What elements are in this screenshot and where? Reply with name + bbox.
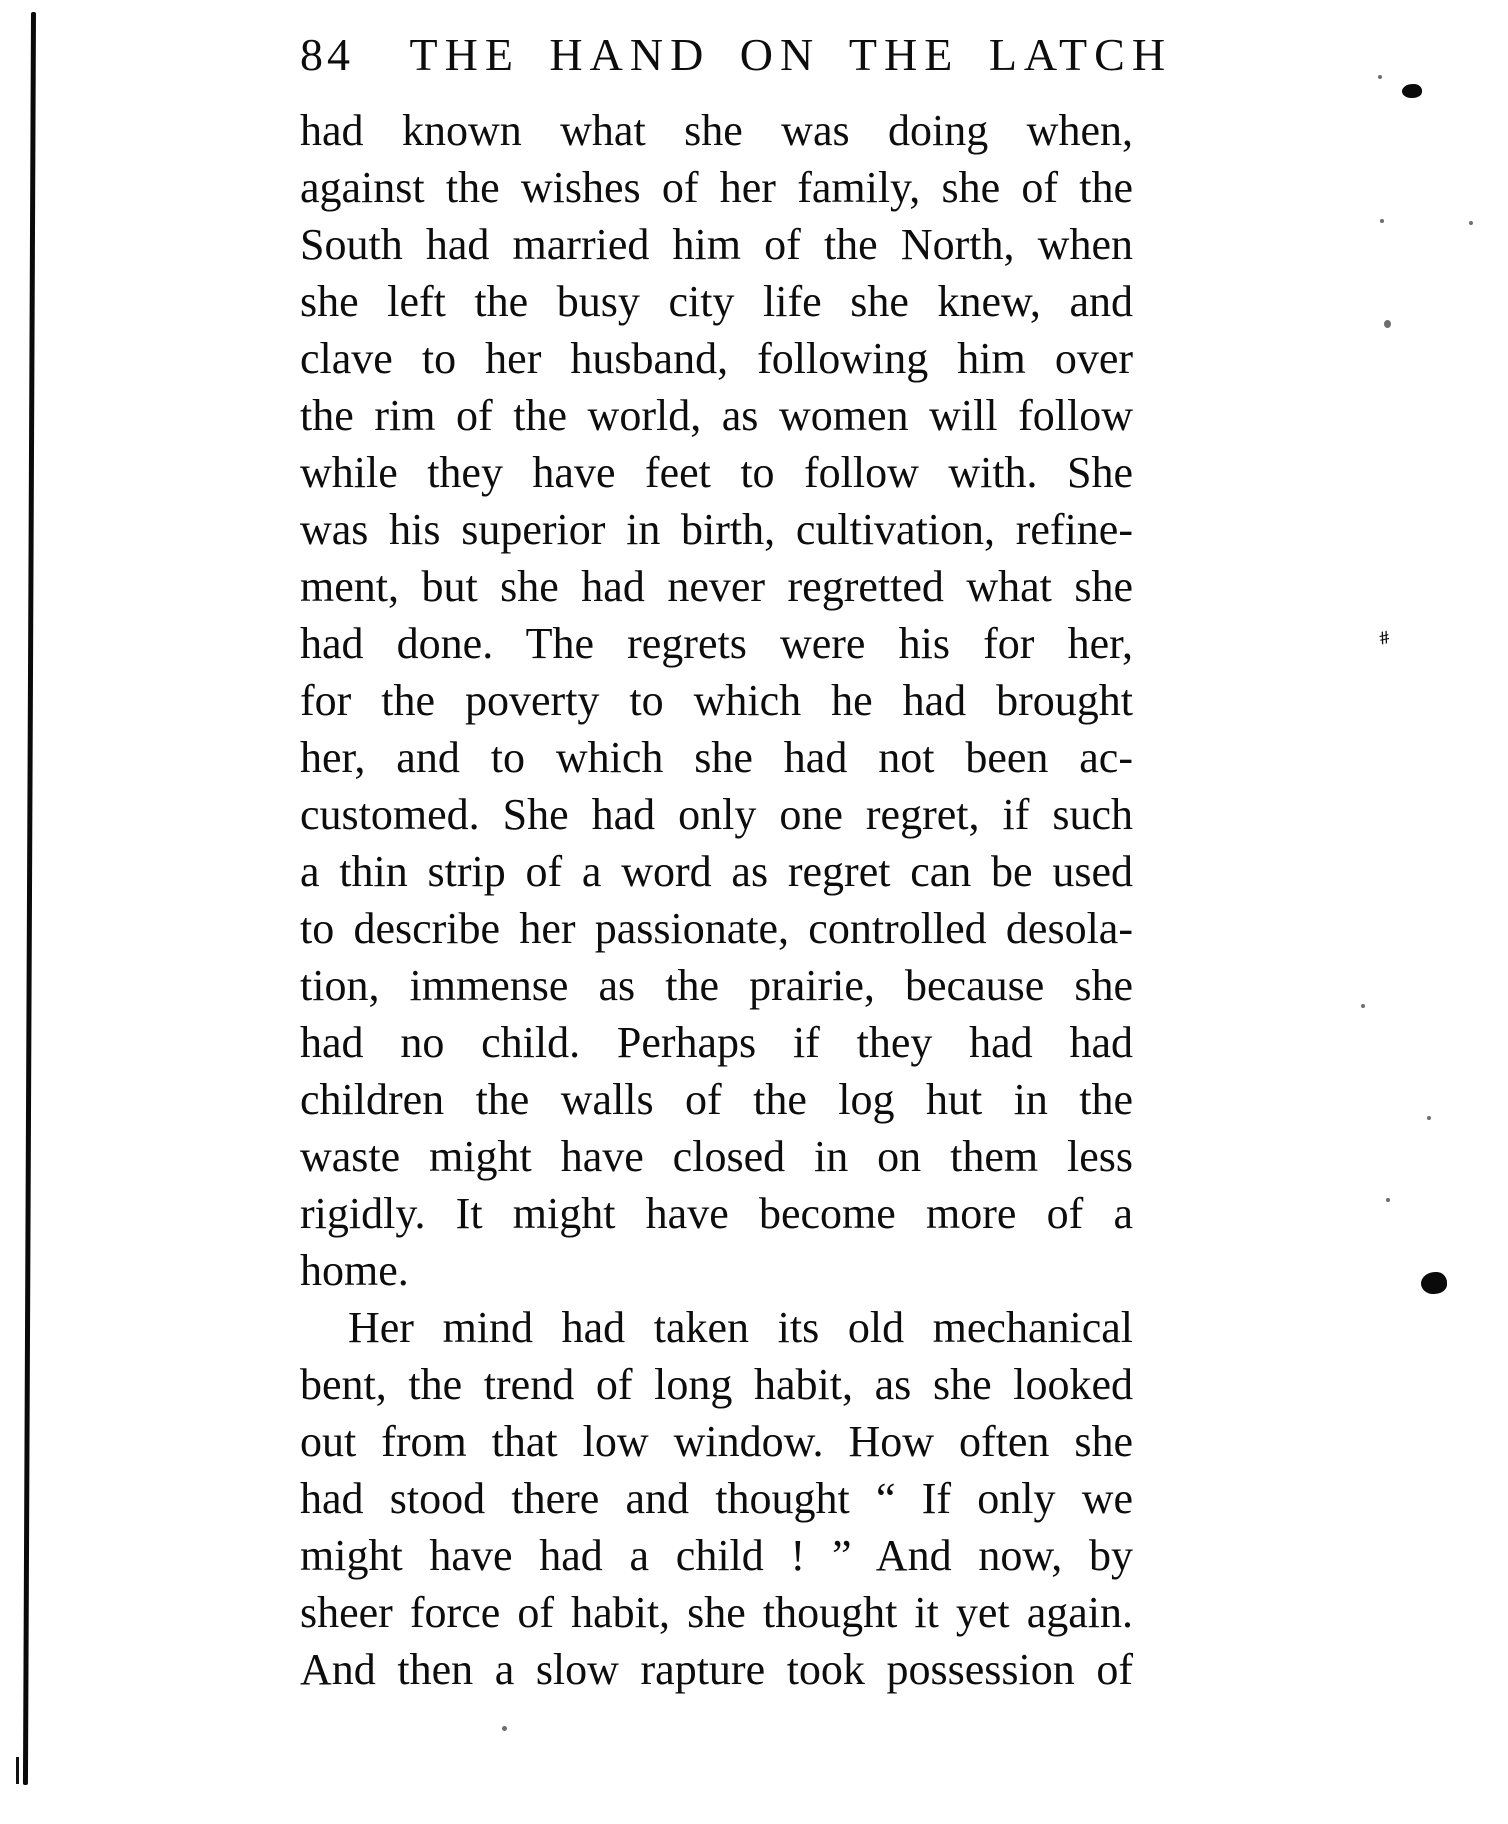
text-line: children the walls of the log hut in the: [300, 1075, 1133, 1124]
text-line: she left the busy city life she knew, and: [300, 277, 1133, 326]
text-line: ment, but she had never regretted what she: [300, 562, 1133, 611]
ink-blob-top-right: [1402, 84, 1422, 98]
speck-right-4: [1427, 1116, 1431, 1120]
text-line: had done. The regrets were his for her,: [300, 619, 1133, 668]
text-line: bent, the trend of long habit, as she looked: [300, 1360, 1133, 1409]
text-line: a thin strip of a word as regret can be used: [300, 847, 1133, 896]
speck-right-2: [1469, 221, 1473, 225]
text-line: might have had a child ! ” And now, by: [300, 1531, 1133, 1580]
text-line: customed. She had only one regret, if such: [300, 790, 1133, 839]
text-line: Her mind had taken its old mechanical: [348, 1303, 1133, 1352]
text-line: sheer force of habit, she thought it yet again.: [300, 1588, 1133, 1637]
text-line: while they have feet to follow with. She: [300, 448, 1133, 497]
body-text: [300, 102, 1133, 1698]
text-line: rigidly. It might have become more of a: [300, 1189, 1133, 1238]
text-line: was his superior in birth, cultivation, refine-: [300, 505, 1133, 554]
text-line: waste might have closed in on them less: [300, 1132, 1133, 1181]
bottom-left-scan-dash: [16, 1757, 19, 1784]
speck-top-right: [1378, 75, 1382, 79]
text-line: had stood there and thought “ If only we: [300, 1474, 1133, 1523]
text-line: had no child. Perhaps if they had had: [300, 1018, 1133, 1067]
text-line: tion, immense as the prairie, because she: [300, 961, 1133, 1010]
page-title: THE HAND ON THE LATCH: [409, 29, 1173, 80]
left-margin-scan-line: [23, 12, 36, 1785]
speck-right-3: [1361, 1004, 1365, 1008]
text-line: home.: [300, 1246, 409, 1295]
text-line: out from that low window. How often she: [300, 1417, 1133, 1466]
text-line: clave to her husband, following him over: [300, 334, 1133, 383]
text-line: the rim of the world, as women will follow: [300, 391, 1133, 440]
text-line: for the poverty to which he had brought: [300, 676, 1133, 725]
text-line: And then a slow rapture took possession of: [300, 1645, 1133, 1694]
page-number: 84: [300, 29, 354, 80]
page-header: [300, 29, 1173, 80]
speck-caret: [1384, 320, 1391, 328]
text-line: against the wishes of her family, she of the: [300, 163, 1133, 212]
text-line: to describe her passionate, controlled desola-: [300, 904, 1133, 953]
ink-blob-mid-right: [1421, 1272, 1447, 1294]
speck-bottom-center: [502, 1726, 507, 1731]
hash-mark: #: [1377, 626, 1392, 650]
speck-right-1: [1380, 219, 1384, 223]
speck-right-5: [1386, 1198, 1390, 1202]
text-line: had known what she was doing when,: [300, 106, 1133, 155]
text-line: her, and to which she had not been ac-: [300, 733, 1133, 782]
text-line: South had married him of the North, when: [300, 220, 1133, 269]
